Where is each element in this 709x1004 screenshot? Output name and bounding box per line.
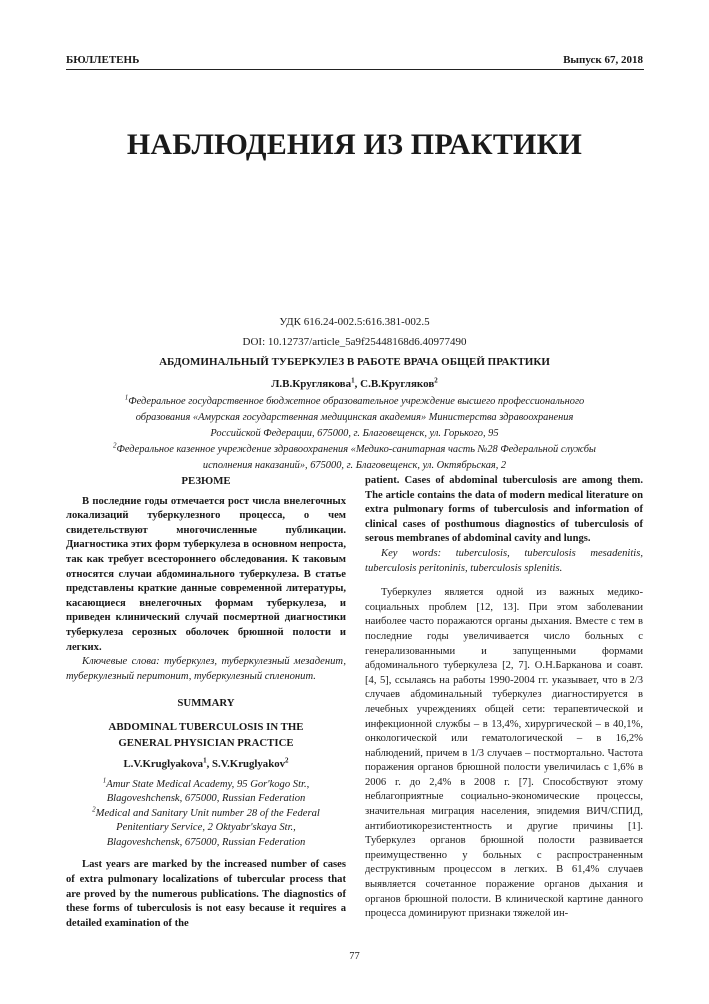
right-column xyxy=(365,474,643,922)
affiliation-1-line2: образования «Амурская государственная медицинская академия» Министерства здравоохранения xyxy=(135,412,574,423)
header-rule xyxy=(66,69,644,70)
resume-text: В последние годы отмечается рост числа внелегочных локализаций туберкулезного процесса, о чем свидетельствуют многочисленные публикации. Диагностика этих форм туберкулеза в основном непроста, так как требует всестороннего обследования. К таковым относятся случаи абдоминального туберкулеза. В статье представлены краткие данные современной литературы, касающиеся внелегочных формам туберкулеза, и приведен клинический случай посмертной диагностики туберкулеза серозных оболочек брюшной полости и легких. xyxy=(66,495,346,653)
affiliation-en-1-line1: $^1$Amur State Medical Academy, 95 Gor'kogo Str., xyxy=(102,775,310,790)
keywords-en: Key words: tuberculosis, tuberculosis mesadenitis, tuberculosis peritoninis, tuberculosis splenitis. xyxy=(365,547,643,574)
affiliation-1-line1: $^1$Федеральное государственное бюджетное образовательное учреждение высшего профессионального xyxy=(124,393,585,407)
affiliation-en-2-line3: Blagoveshchensk, 675000, Russian Federation xyxy=(106,836,306,848)
affiliation-2-line2: исполнения наказаний», 675000, г. Благовещенск, ул. Октябрьская, 2 xyxy=(202,460,507,471)
author-1-sup: 1 xyxy=(351,376,355,385)
resume-heading: РЕЗЮМЕ xyxy=(181,475,231,487)
affiliation-en-2-line1: $^2$Medical and Sanitary Unit number 28 of the Federal xyxy=(92,805,320,819)
title-en-line1: ABDOMINAL TUBERCULOSIS IN THE xyxy=(108,720,304,733)
title-en-line2: GENERAL PHYSICIAN PRACTICE xyxy=(118,736,294,749)
udc-code: УДК 616.24-002.5:616.381-002.5 xyxy=(279,316,430,328)
authors-en: L.V.Kruglyakova$^1$, S.V.Kruglyakov$^2$ xyxy=(123,756,289,770)
affiliation-en-1-line2: Blagoveshchensk, 675000, Russian Federation xyxy=(106,793,306,805)
author-sep: , xyxy=(354,378,361,390)
summary-continued: patient. Cases of abdominal tuberculosis are among them. The article contains the data of modern medical literature on extra pulmonary forms of tuberculosis and information of clinical cases of posthumous diagnostics of tuberculosis of serous membranes of abdominal cavity and lungs. xyxy=(365,475,643,545)
author-2-sup: 2 xyxy=(434,376,438,385)
affiliations-ru xyxy=(40,394,669,474)
journal-name: БЮЛЛЕТЕНЬ xyxy=(66,54,140,66)
affiliation-en-2-line2: Penitentiary Service, 2 Oktyabr'skaya Str., xyxy=(116,822,296,834)
affiliation-1-line3: Российской Федерации, 675000, г. Благовещенск, ул. Горького, 95 xyxy=(210,428,499,439)
affiliations-en xyxy=(66,775,346,851)
summary-heading: SUMMARY xyxy=(177,697,235,710)
keywords-ru: Ключевые слова: туберкулез, туберкулезный мезаденит, туберкулезный перитонит, туберкулезный спленонит. xyxy=(66,656,346,682)
doi: DOI: 10.12737/article_5a9f25448168d6.40977490 xyxy=(242,336,467,348)
author-2: С.В.Кругляков xyxy=(360,378,435,390)
issue-number: Выпуск 67, 2018 xyxy=(563,54,643,66)
left-column xyxy=(66,474,346,931)
body-text: Туберкулез является одной из важных медико-социальных проблем [12, 13]. При этом заболевании наиболее часто поражаются органы дыхания. Вместе с тем в последние годы увеличивается число больных с генерализованными и запущенными формами абдоминального туберкулеза [2, 7]. О.Н.Барканова и соавт. [4, 5], ссылаясь на работы 1990-2004 гг. указывает, что в 2/3 случаев абдоминальный туберкулез диагностируется в лечебных учреждениях общей сети: терапевтической и инфекционной службы – в 13,4%, хирургической – в 40,1%, онкологической или гематологической – в 16,2% наблюдений, причем в 1/3 случаев – постмортально. Частота поражения органов брюшной полости увеличилась с 1,6% в 2006 г. до 2,4% в 2008 г. [7]. Способствуют этому неблагоприятные социально-экономические процессы, значительная миграция населения, эпидемия ВИЧ/СПИД, антибиотикорезистентность и другие причины [1]. Туберкулез органов брюшной полости развивается преимущественно у больных с распространенным деструктивным процессом в легких. В 61,4% случаев выявляется сочетанное поражение органов дыхания и органов брюшной полости. В клинической картине данного процесса доминируют признаки тяжелой ин- xyxy=(365,587,643,920)
summary-text: Last years are marked by the increased number of cases of extra pulmonary localizations of tubercular process that are proved by the numerous publications. The diagnostics of these forms of tuberculosis is not easy because it requires a detailed examination of the xyxy=(66,859,346,929)
authors-ru xyxy=(0,378,709,390)
author-1: Л.В.Круглякова xyxy=(271,378,352,390)
section-title: НАБЛЮДЕНИЯ ИЗ ПРАКТИКИ xyxy=(126,128,583,161)
page-number: 77 xyxy=(349,951,360,962)
affiliation-2-line1: $^2$Федеральное казенное учреждение здравоохранения «Медико-санитарная часть №28 Федеральной службы xyxy=(113,441,596,455)
article-title: АБДОМИНАЛЬНЫЙ ТУБЕРКУЛЕЗ В РАБОТЕ ВРАЧА ОБЩЕЙ ПРАКТИКИ xyxy=(159,356,550,368)
